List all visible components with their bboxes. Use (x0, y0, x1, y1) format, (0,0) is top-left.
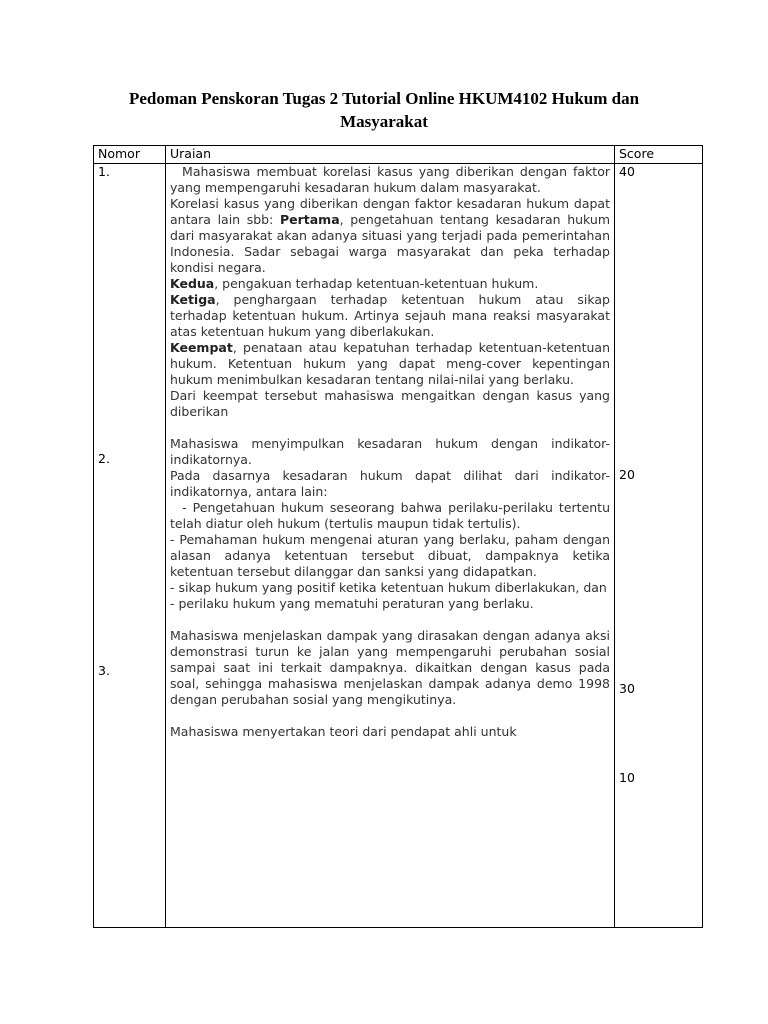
item2-bullet-1: - Pengetahuan hukum seseorang bahwa perilaku-perilaku tertentu telah diatur oleh hukum (tertulis maupun tidak tertulis). (170, 500, 611, 531)
header-score: Score (615, 146, 703, 164)
number-2: 2. (98, 451, 110, 466)
scoring-table (93, 145, 703, 928)
item1-kedua: Kedua, pengakuan terhadap ketentuan-ketentuan hukum. (170, 276, 539, 291)
table-header-row (94, 146, 703, 164)
score-2: 20 (619, 467, 635, 482)
uraian-cell (166, 164, 615, 928)
item2-indicators: Pada dasarnya kesadaran hukum dapat dilihat dari indikator-indikatornya, antara lain: (170, 468, 610, 499)
item2-bullet-2: - Pemahaman hukum mengenai aturan yang berlaku, paham dengan alasan adanya ketentuan tersebut dibuat, dampaknya ketika ketentuan tersebut dilanggar dan sanksi yang didapatkan. (170, 532, 610, 579)
score-3: 30 (619, 681, 635, 696)
header-nomor: Nomor (94, 146, 166, 164)
score-4: 10 (619, 770, 635, 785)
item2-bullet-4: - perilaku hukum yang mematuhi peraturan yang berlaku. (170, 596, 534, 611)
item1-ketiga: Ketiga, penghargaan terhadap ketentuan hukum atau sikap terhadap ketentuan hukum. Artinya sejauh mana reaksi masyarakat atas ketentuan hukum yang diberlakukan. (170, 292, 610, 339)
item2-intro: Mahasiswa menyimpulkan kesadaran hukum dengan indikator-indikatornya. (170, 436, 610, 467)
item1-correlation: Korelasi kasus yang diberikan dengan faktor kesadaran hukum dapat antara lain sbb: Pertama, pengetahuan tentang kesadaran hukum dari masyarakat akan adanya situasi yang terjadi pada pemerintahan Indonesia. Sadar sebagai warga masyarakat dan peka terhadap kondisi negara. (170, 196, 610, 275)
score-cell (615, 164, 703, 928)
item1-intro: Mahasiswa membuat korelasi kasus yang diberikan dengan faktor yang mempengaruhi kesadaran hukum dalam masyarakat. (170, 164, 610, 195)
table-body-row (94, 164, 703, 928)
nomor-cell (94, 164, 166, 928)
item1-keempat: Keempat, penataan atau kepatuhan terhadap ketentuan-ketentuan hukum. Ketentuan hukum yang dapat meng-cover kepentingan hukum menimbulkan kesadaran tentang nilai-nilai yang berlaku. (170, 340, 610, 387)
item2-bullet-3: - sikap hukum yang positif ketika ketentuan hukum diberlakukan, dan (170, 580, 607, 595)
number-1: 1. (98, 164, 110, 179)
score-1: 40 (619, 164, 635, 179)
page-title: Pedoman Penskoran Tugas 2 Tutorial Online HKUM4102 Hukum dan Masyarakat (128, 89, 640, 131)
item3-text: Mahasiswa menjelaskan dampak yang dirasakan dengan adanya aksi demonstrasi turun ke jalan yang mempengaruhi perubahan sosial sampai saat ini terkait dampaknya. dikaitkan dengan kasus pada soal, sehingga mahasiswa menjelaskan dampak adanya demo 1998 dengan perubahan sosial yang mengikutinya. (170, 628, 610, 707)
number-3: 3. (98, 663, 110, 678)
item1-closing: Dari keempat tersebut mahasiswa mengaitkan dengan kasus yang diberikan (170, 388, 610, 419)
item4-text: Mahasiswa menyertakan teori dari pendapat ahli untuk (170, 724, 517, 739)
header-uraian: Uraian (166, 146, 615, 164)
